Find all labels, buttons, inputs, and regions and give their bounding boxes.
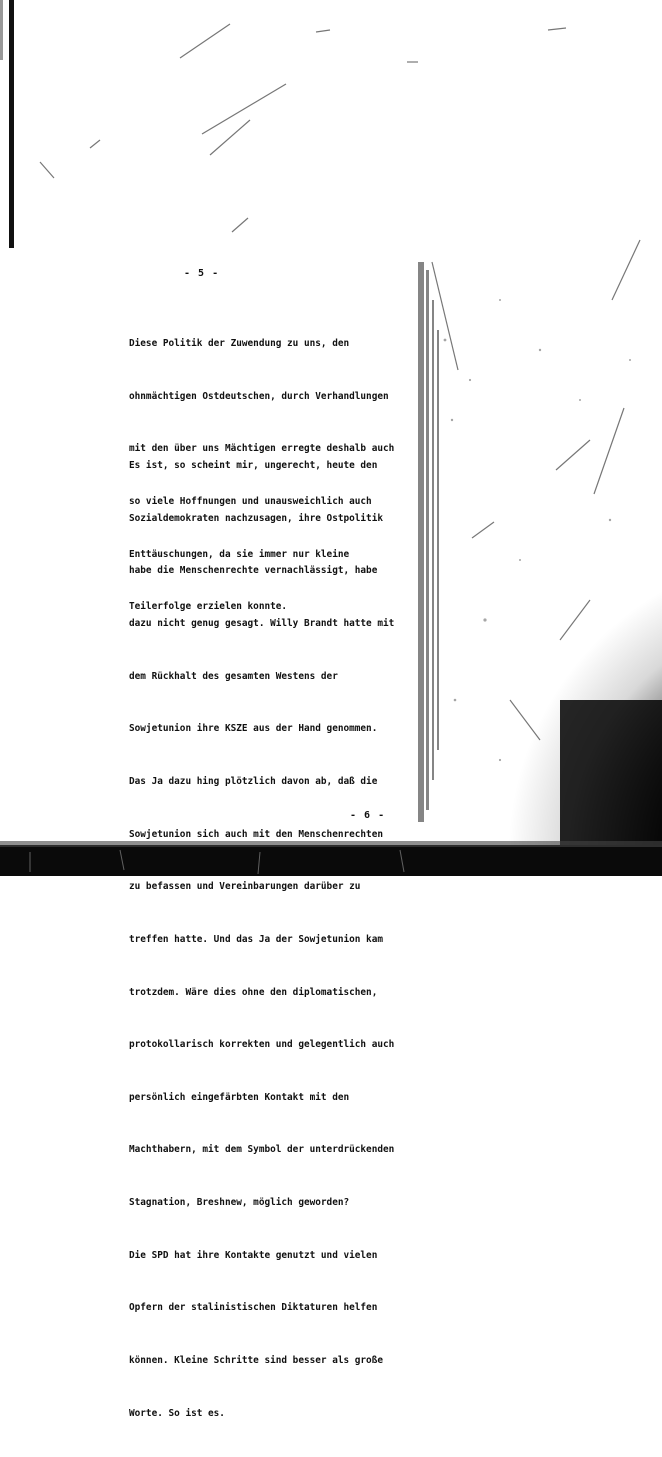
text-line: zu befassen und Vereinbarungen darüber zu — [129, 881, 361, 893]
page-number: - 5 - — [184, 268, 220, 279]
text-line: dazu nicht genug gesagt. Willy Brandt hatte mit — [129, 618, 395, 630]
paragraph-2 — [129, 422, 394, 1457]
text-line: Opfern der stalinistischen Diktaturen helfen — [129, 1302, 378, 1314]
text-line: ohnmächtigen Ostdeutschen, durch Verhandlungen — [129, 390, 389, 402]
text-line: protokollarisch korrekten und gelegentlich auch — [129, 1039, 395, 1051]
next-page-marker: - 6 - — [350, 810, 386, 821]
text-line: Diese Politik der Zuwendung zu uns, den — [129, 338, 350, 350]
text-line: Stagnation, Breshnew, möglich geworden? — [129, 1197, 350, 1209]
text-line: Machthabern, mit dem Symbol der unterdrückenden — [129, 1144, 395, 1156]
text-line: Enttäuschungen, da sie immer nur kleine — [129, 548, 350, 560]
text-line: Es ist, so scheint mir, ungerecht, heute den — [129, 460, 378, 472]
text-line: habe die Menschenrechte vernachlässigt, habe — [129, 565, 378, 577]
text-line: treffen hatte. Und das Ja der Sowjetunion kam — [129, 933, 383, 945]
text-line: Sowjetunion sich auch mit den Menschenrechten — [129, 828, 383, 840]
text-line: Sowjetunion ihre KSZE aus der Hand genommen. — [129, 723, 378, 735]
text-line: Teilerfolge erzielen konnte. — [129, 601, 288, 613]
text-line: Worte. So ist es. — [129, 1407, 225, 1419]
text-line: so viele Hoffnungen und unausweichlich auch — [129, 496, 372, 508]
text-line: Sozialdemokraten nachzusagen, ihre Ostpolitik — [129, 512, 383, 524]
text-line: trotzdem. Wäre dies ohne den diplomatischen, — [129, 986, 378, 998]
text-line: können. Kleine Schritte sind besser als große — [129, 1354, 383, 1366]
text-line: dem Rückhalt des gesamten Westens der — [129, 670, 338, 682]
document-page — [0, 249, 418, 1419]
text-line: persönlich eingefärbten Kontakt mit den — [129, 1091, 350, 1103]
text-line: mit den über uns Mächtigen erregte deshalb auch — [129, 443, 395, 455]
text-line: Die SPD hat ihre Kontakte genutzt und vielen — [129, 1249, 378, 1261]
text-line: Das Ja dazu hing plötzlich davon ab, daß die — [129, 775, 378, 787]
